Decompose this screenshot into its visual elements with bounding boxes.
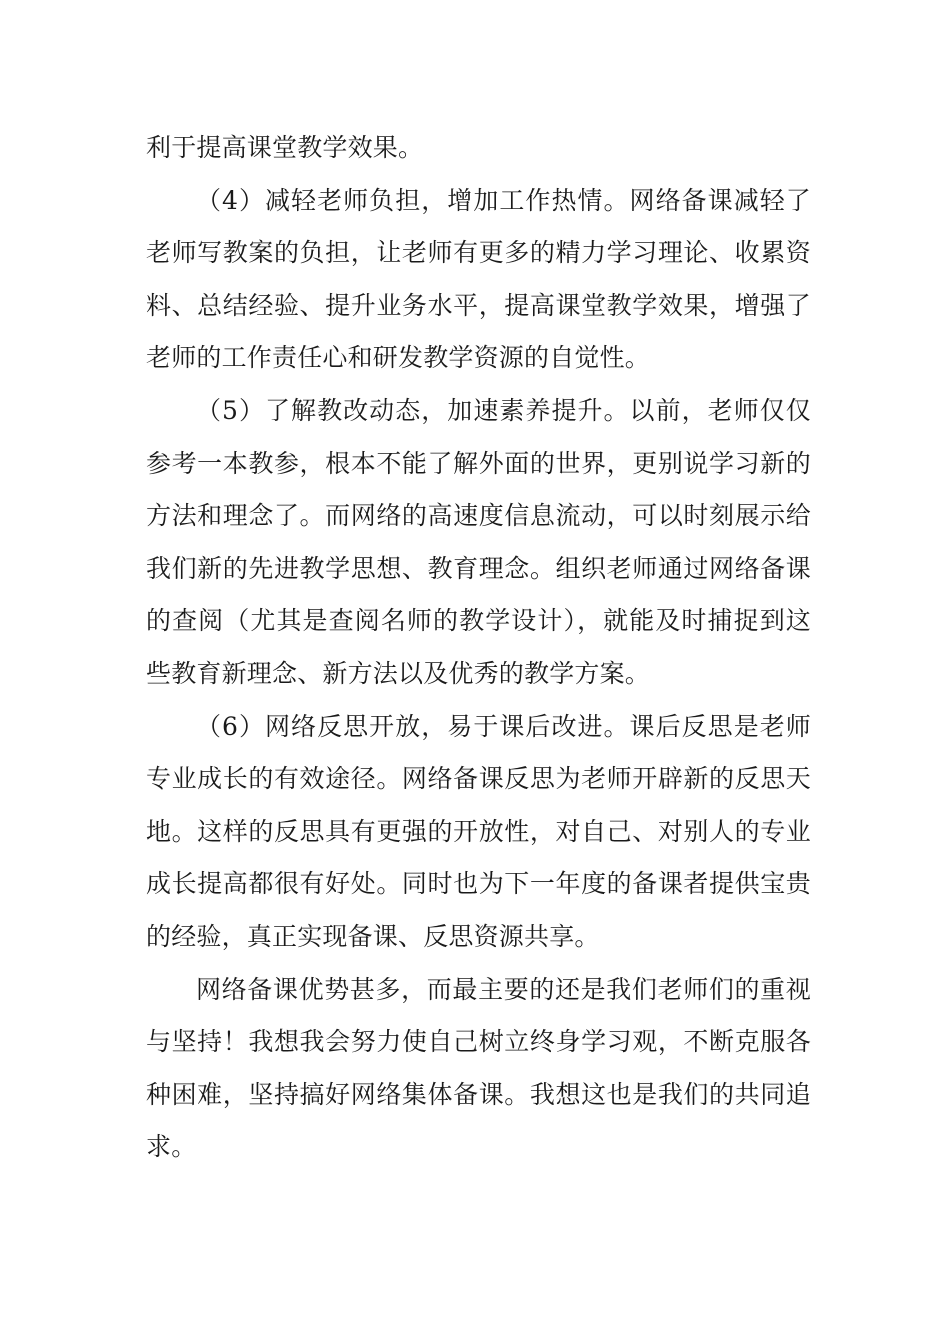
paragraph-conclusion: 网络备课优势甚多，而最主要的还是我们老师们的重视与坚持！我想我会努力使自己树立终身学习观，不断克服各种困难，坚持搞好网络集体备课。我想这也是我们的共同追求。 bbox=[146, 974, 811, 1162]
paragraph-continuation: 利于提高课堂教学效果。 bbox=[146, 133, 424, 162]
document-body bbox=[146, 122, 811, 1174]
paragraph-item-6: （6）网络反思开放，易于课后改进。课后反思是老师专业成长的有效途径。网络备课反思为老师开辟新的反思天地。这样的反思具有更强的开放性，对自己、对别人的专业成长提高都很有好处。同时也为下一年度的备课者提供宝贵的经验，真正实现备课、反思资源共享。 bbox=[146, 711, 811, 951]
paragraph-item-5: （5）了解教改动态，加速素养提升。以前，老师仅仅参考一本教参，根本不能了解外面的世界，更别说学习新的方法和理念了。而网络的高速度信息流动，可以时刻展示给我们新的先进教学思想、教育理念。组织老师通过网络备课的查阅（尤其是查阅名师的教学设计），就能及时捕捉到这些教育新理念、新方法以及优秀的教学方案。 bbox=[146, 395, 811, 688]
paragraph-item-4: （4）减轻老师负担，增加工作热情。网络备课减轻了老师写教案的负担，让老师有更多的精力学习理论、收累资料、总结经验、提升业务水平，提高课堂教学效果，增强了老师的工作责任心和研发教学资源的自觉性。 bbox=[146, 185, 811, 373]
